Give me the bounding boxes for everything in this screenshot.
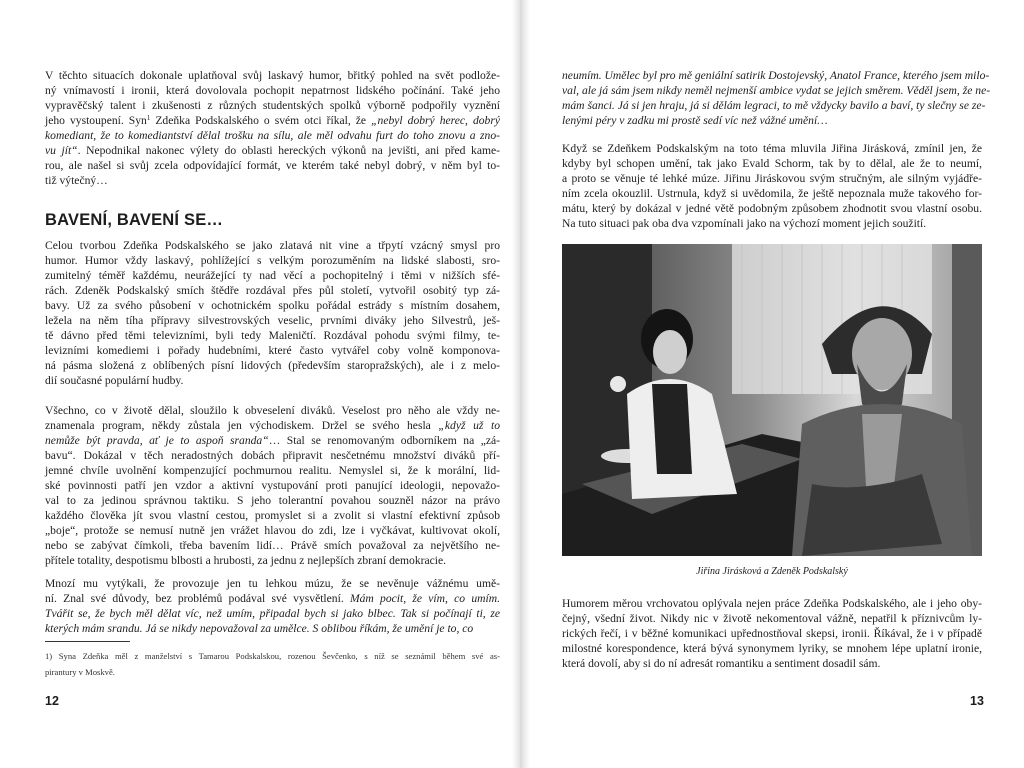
photo-caption: Jiřina Jirásková a Zdeněk Podskalský (696, 566, 848, 577)
text-line (562, 68, 990, 83)
italic-text: neumím. Umělec byl pro mě geniální satirik Dostojevský, Anatol France, kterého jsem milo- (562, 69, 990, 82)
text-line: val to za jedinou správnou taktiku. S jeho tolerantní povahou souzněl názor na právo (45, 494, 500, 507)
italic-text: Mám pocit, že vím, co umím. (349, 592, 500, 605)
text-line: rických řečí, i v běžné komunikaci upřednostňoval skepsi, ironii. Říkával, že i v případě (562, 627, 982, 640)
paragraph (562, 141, 982, 231)
text-line: „boje“, protože se nemusí nutně jen vrážet hlavou do zdi, lze i vyčkávat, kultivovat okolí, (45, 524, 500, 537)
footnote-divider (45, 641, 130, 642)
footnote-reference[interactable]: 1 (146, 114, 151, 122)
footnote (45, 648, 500, 680)
paragraph (45, 576, 500, 636)
text-line: zumitelný téměř každému, neurážející ty nad věcí a pochopitelný i těmi v nižších sfé- (45, 269, 500, 282)
text-line: dií současné populární hudby. (45, 374, 184, 387)
text-line: V těchto situacích dokonale uplatňoval svůj laskavý humor, břitký pohled na svět podlože- (45, 69, 500, 82)
text-line: čejný, všední život. Nikdy nic v životě nekomentoval vážně, nepatřil k příznivcům ly- (562, 612, 982, 625)
text-line: tě dávno před těmi televizními, byli tedy Maleničtí. Rozdával pohodu svými filmy, te- (45, 329, 500, 342)
italic-text: nemůže být pravda, ať je to aspoň sranda“ (45, 434, 269, 447)
footnote-line: 1) Syna Zdeňka měl z manželství s Tamarou Podskalskou, rozenou Ševčenko, s níž se seznámil během své as- (45, 651, 500, 661)
text-line: nemůže být pravda, ať je to aspoň sranda“… Stal se renomovaným odborníkem na „zá- (45, 434, 500, 447)
text-line (45, 621, 500, 636)
text-line (45, 606, 500, 621)
text-line: nebo se zabývat čímkoli, třeba bavením lidí… Právě smích považoval za největšího ne- (45, 539, 500, 552)
photo-jiraskova-podskalsky (562, 244, 982, 556)
italic-text: val, ale já sám jsem nikdy neměl nejmenší ambice vydat se jejich směrem. Věděl jsem, že ne- (562, 84, 991, 97)
section-heading: BAVENÍ, BAVENÍ SE… (45, 211, 224, 229)
footnote-line: pirantury v Moskvě. (45, 667, 115, 677)
text-line (45, 128, 500, 143)
italic-text: mám šanci. Já si jen hraju, já si dělám legraci, to mě vždycky bavilo a baví, ty slečny se ze- (562, 99, 986, 112)
text-line: mátu, který by dokázal v jedné větě podobným způsobem zhodnotit svou vlastní osobu. (562, 202, 982, 215)
italic-text: Tvářit se, že bych měl dělat víc, než umím, připadal bych si jako blbec. Tak si počínají ti, ze (45, 607, 500, 620)
paragraph (45, 238, 500, 388)
italic-text: komediant, že to komediantství dělal trošku na sílu, ale měl odvahu furt do toho znovu a zno- (45, 129, 500, 142)
text-line: a proto se věnuje té lehké múze. Jiřinu Jiráskovou svým stručným, ale silným vyjádře- (562, 172, 982, 185)
italic-text: kterých mám srandu. Já se nikdy nepovažoval za umělce. S oblibou říkám, že umění je to, co (45, 622, 474, 635)
text-line (562, 113, 982, 128)
text-line: rách. Zdeněk Podskalský smích štědře rozdával přes půl století, vytvořil osobitý typ zá- (45, 284, 500, 297)
text-line: ná pásma složená z oblíbených písní lidových (především staropražských), ale i z melo- (45, 359, 500, 372)
text-line: každého člověka jít svou vlastní cestou, promyslet si a zvolit si vlastní efektivní způsob (45, 509, 500, 522)
text-line: vu jít“. Nepodnikal nakonec výlety do oblasti hereckých výkonů na jevišti, ani před kame- (45, 144, 500, 157)
text-line: rou, ale našel si svůj zcela odpovídající formát, ve kterém také nebyl dobrý, v něm byl to- (45, 159, 500, 172)
text-line: humor. Humor vždy laskavý, pohlížející s velkým porozuměním na lidské slabosti, sro- (45, 254, 500, 267)
text-line: Mnozí mu vytýkali, že provozuje jen tu lehkou múzu, že se nevěnuje vážnému umě- (45, 577, 500, 590)
text-line: levizními komediemi i pořady hudebními, které často vytvářel coby volně komponova- (45, 344, 500, 357)
text-line: Když se Zdeňkem Podskalským na toto téma mluvila Jiřina Jirásková, zmínil jen, že (562, 142, 982, 155)
text-line: jemné chvíle uvolnění kompenzující pochmurnou realitu. Nemyslel si, že k morální, lid- (45, 464, 500, 477)
text-line: Všechno, co v životě dělal, sloužilo k obveselení diváků. Veselost pro něho ale vždy ne- (45, 404, 500, 417)
paragraph (45, 403, 500, 568)
text-line: ležela na něm tíha přípravy silvestrovských veselic, prvními diváky jeho Silvestrů, ješ- (45, 314, 500, 327)
page-number: 12 (45, 694, 59, 708)
text-line: Celou tvorbou Zdeňka Podskalského se jako zlatavá nit vine a třpytí vzácný smysl pro (45, 239, 500, 252)
text-line: ním zcela okouzlil. Ustrnula, když si uvědomila, že ještě nepoznala muže takového for- (562, 187, 982, 200)
italic-text: „nebyl dobrý herec, dobrý (371, 114, 500, 127)
text-line: ný vnímavostí i ironii, která dovolovala pochopit nepatrnost lidského počínání. Také jeho (45, 84, 500, 97)
text-line: vypravěčský talent i zkušenosti z různých studentských spolků výborně podpořily vyznění (45, 99, 500, 112)
text-line: ní. Znal své důvody, bez problémů podával své vysvětlení. Mám pocit, že vím, co umím. (45, 592, 500, 605)
text-line (562, 98, 986, 113)
text-line: přítele totality, despotismu blbosti a hrubosti, za jednu z nejlepších zbraní demokracie. (45, 554, 447, 567)
text-line: milostné korespondence, která bývá synonymem lyriky, se mnohem lépe uplatní ironie, (562, 642, 982, 655)
text-line: znamenala program, někdy zůstala jen východiskem. Držel se svého hesla „když už to (45, 419, 500, 432)
text-line: jeho vystoupení. Syn$^1$ Zdeňka Podskalského o svém otci říkal, že „nebyl dobrý herec, dobrý (45, 114, 500, 127)
text-line: Na tuto situaci pak oba dva vzpomínali jako na výchozí moment jejich soužití. (562, 217, 927, 230)
text-line (562, 83, 991, 98)
text-line: která dovolí, aby si do ní adresát romantiku a sentiment dosadil sám. (562, 657, 881, 670)
text-line: kdyby byl schopen umění, tak jako Evald Schorm, tak by to dělal, ale že to neumí, (562, 157, 982, 170)
page-number: 13 (970, 694, 984, 708)
paragraph (45, 68, 500, 188)
italic-text: lenými péry v zadku mi prostě sedí víc než vážné umění… (562, 114, 828, 127)
paragraph (562, 596, 982, 671)
italic-text: „když už to (438, 419, 500, 432)
text-line: bavu“. Dokázal v těch neradostných dobách připravit nesčetnému množství diváků pří- (45, 449, 500, 462)
text-line: ské povinnosti patří jen vzdor a aktivní vystupování proti panující ideologii, nepovažo- (45, 479, 500, 492)
text-line: tiž výtečný… (45, 174, 108, 187)
italic-text: vu jít“ (45, 144, 78, 157)
text-line: Humorem měrou vrchovatou oplývala nejen práce Zdeňka Podskalského, ale i jeho oby- (562, 597, 982, 610)
quote-continuation (562, 68, 991, 128)
text-line: bavy. Už za svého působení v ochotnickém spolku pořádal estrády s místním dosahem, (45, 299, 500, 312)
